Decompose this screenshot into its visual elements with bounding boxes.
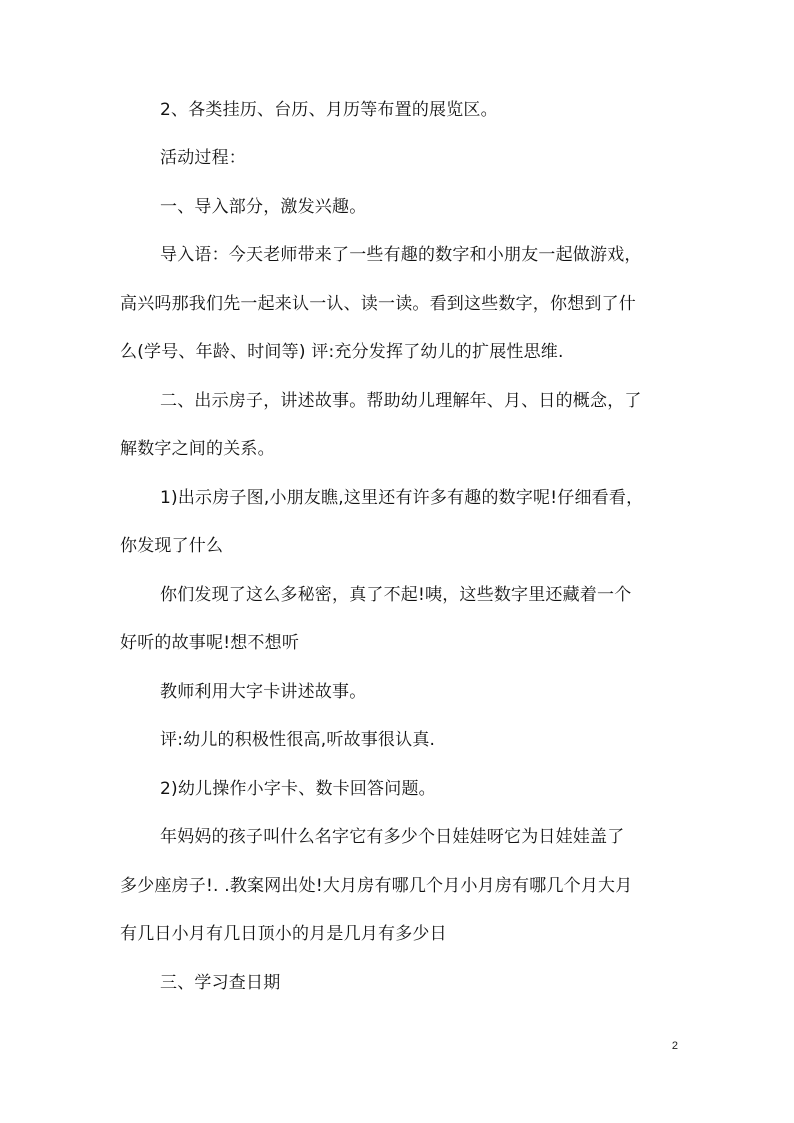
text-line-5: 高兴吗那我们先一起来认一认、读一读。看到这些数字，你想到了什 bbox=[120, 294, 636, 314]
text-line-15: 2)幼儿操作小字卡、数卡回答问题。 bbox=[160, 779, 436, 799]
text-line-2: 活动过程： bbox=[160, 148, 246, 168]
text-line-18: 有几日小月有几日顶小的月是几月有多少日 bbox=[120, 924, 447, 944]
text-line-14: 评:幼儿的积极性很高,听故事很认真. bbox=[160, 730, 436, 750]
text-line-17: 多少座房子!. .教案网出处!大月房有哪几个月小月房有哪几个月大月 bbox=[120, 876, 633, 896]
text-line-19: 三、学习查日期 bbox=[160, 973, 281, 993]
text-line-10: 你发现了什么 bbox=[120, 536, 224, 556]
text-line-9: 1)出示房子图,小朋友瞧,这里还有许多有趣的数字呢!仔细看看， bbox=[160, 488, 644, 508]
text-line-4: 导入语：今天老师带来了一些有趣的数字和小朋友一起做游戏， bbox=[160, 245, 642, 265]
page-number: 2 bbox=[671, 1040, 678, 1052]
text-line-13: 教师利用大字卡讲述故事。 bbox=[160, 682, 367, 702]
text-line-8: 解数字之间的关系。 bbox=[120, 439, 275, 459]
text-line-7: 二、出示房子，讲述故事。帮助幼儿理解年、月、日的概念，了 bbox=[160, 391, 642, 411]
text-line-16: 年妈妈的孩子叫什么名字它有多少个日娃娃呀它为日娃娃盖了 bbox=[160, 827, 625, 847]
text-line-1: 2、各类挂历、台历、月历等布置的展览区。 bbox=[160, 100, 498, 120]
text-line-11: 你们发现了这么多秘密，真了不起!咦，这些数字里还藏着一个 bbox=[160, 585, 632, 605]
text-line-3: 一、导入部分，激发兴趣。 bbox=[160, 197, 367, 217]
text-line-12: 好听的故事呢!想不想听 bbox=[120, 633, 300, 653]
text-line-6: 么(学号、年龄、时间等) 评:充分发挥了幼儿的扩展性思维. bbox=[120, 342, 564, 362]
